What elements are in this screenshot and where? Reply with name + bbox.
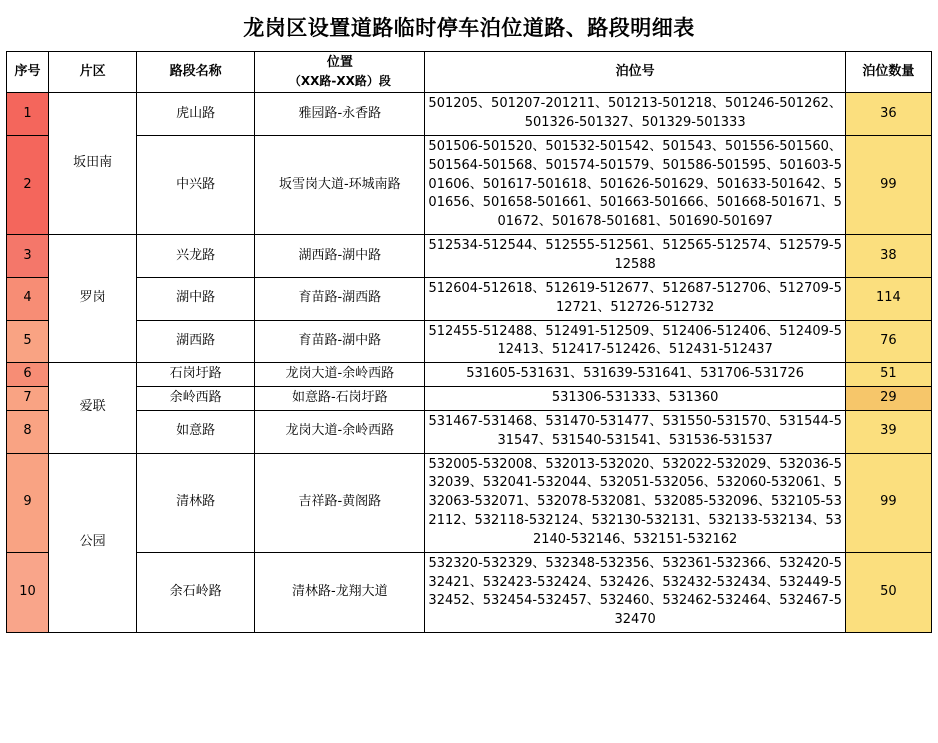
cell-seq: 3 bbox=[7, 235, 49, 278]
cell-berth-ids: 512604-512618、512619-512677、512687-512706、512709-512721、512726-512732 bbox=[425, 277, 845, 320]
cell-road-name: 中兴路 bbox=[137, 135, 255, 234]
cell-position: 坂雪岗大道-环城南路 bbox=[255, 135, 425, 234]
cell-seq: 6 bbox=[7, 363, 49, 387]
cell-seq: 8 bbox=[7, 410, 49, 453]
cell-seq: 10 bbox=[7, 552, 49, 632]
cell-position: 龙岗大道-余岭西路 bbox=[255, 363, 425, 387]
column-header-berth-count: 泊位数量 bbox=[845, 52, 931, 93]
table-row bbox=[7, 387, 932, 411]
table-row bbox=[7, 135, 932, 234]
cell-berth-count: 99 bbox=[845, 135, 931, 234]
cell-seq: 2 bbox=[7, 135, 49, 234]
table-row bbox=[7, 320, 932, 363]
table-body bbox=[7, 93, 932, 633]
cell-position: 龙岗大道-余岭西路 bbox=[255, 410, 425, 453]
cell-berth-ids: 512455-512488、512491-512509、512406-512406、512409-512413、512417-512426、512431-512437 bbox=[425, 320, 845, 363]
table-row bbox=[7, 93, 932, 136]
cell-berth-count: 29 bbox=[845, 387, 931, 411]
cell-position: 育苗路-湖西路 bbox=[255, 277, 425, 320]
cell-berth-ids: 501506-501520、501532-501542、501543、501556-501560、501564-501568、501574-501579、501586-501595、501603-501606、501617-501618、501626-501629、501633-501642、501656、501658-501661、501663-501666、501668-501671、501672、501678-501681、501690-501697 bbox=[425, 135, 845, 234]
table-header-row bbox=[7, 52, 932, 93]
cell-berth-ids: 512534-512544、512555-512561、512565-512574、512579-512588 bbox=[425, 235, 845, 278]
column-header-area: 片区 bbox=[49, 52, 137, 93]
cell-area: 罗岗 bbox=[49, 235, 137, 363]
cell-berth-ids: 531467-531468、531470-531477、531550-531570、531544-531547、531540-531541、531536-531537 bbox=[425, 410, 845, 453]
table-header bbox=[7, 52, 932, 93]
cell-road-name: 湖西路 bbox=[137, 320, 255, 363]
cell-seq: 5 bbox=[7, 320, 49, 363]
cell-area: 坂田南 bbox=[49, 93, 137, 235]
column-header-road-name: 路段名称 bbox=[137, 52, 255, 93]
cell-area: 爱联 bbox=[49, 363, 137, 453]
column-header-berth-ids: 泊位号 bbox=[425, 52, 845, 93]
cell-seq: 7 bbox=[7, 387, 49, 411]
cell-road-name: 余岭西路 bbox=[137, 387, 255, 411]
page-title: 龙岗区设置道路临时停车泊位道路、路段明细表 bbox=[243, 16, 695, 40]
cell-berth-count: 76 bbox=[845, 320, 931, 363]
cell-seq: 9 bbox=[7, 453, 49, 552]
table-row bbox=[7, 410, 932, 453]
column-header-position-line2: （XX路-XX路）段 bbox=[288, 73, 391, 88]
cell-road-name: 石岗圩路 bbox=[137, 363, 255, 387]
cell-berth-count: 114 bbox=[845, 277, 931, 320]
cell-berth-count: 38 bbox=[845, 235, 931, 278]
cell-seq: 1 bbox=[7, 93, 49, 136]
cell-road-name: 湖中路 bbox=[137, 277, 255, 320]
cell-berth-count: 39 bbox=[845, 410, 931, 453]
cell-position: 湖西路-湖中路 bbox=[255, 235, 425, 278]
column-header-position-line1: 位置 bbox=[326, 55, 353, 70]
cell-position: 如意路-石岗圩路 bbox=[255, 387, 425, 411]
cell-position: 雅园路-永香路 bbox=[255, 93, 425, 136]
parking-berth-table bbox=[6, 51, 932, 633]
cell-position: 育苗路-湖中路 bbox=[255, 320, 425, 363]
cell-berth-count: 50 bbox=[845, 552, 931, 632]
cell-berth-count: 99 bbox=[845, 453, 931, 552]
table-row bbox=[7, 453, 932, 552]
table-row bbox=[7, 363, 932, 387]
cell-road-name: 余石岭路 bbox=[137, 552, 255, 632]
cell-berth-count: 51 bbox=[845, 363, 931, 387]
cell-seq: 4 bbox=[7, 277, 49, 320]
cell-road-name: 如意路 bbox=[137, 410, 255, 453]
table-row bbox=[7, 552, 932, 632]
column-header-position bbox=[255, 52, 425, 93]
cell-road-name: 虎山路 bbox=[137, 93, 255, 136]
cell-position: 吉祥路-黄阁路 bbox=[255, 453, 425, 552]
cell-road-name: 清林路 bbox=[137, 453, 255, 552]
cell-area: 公园 bbox=[49, 453, 137, 633]
cell-berth-ids: 532320-532329、532348-532356、532361-532366、532420-532421、532423-532424、532426、532432-532434、532449-532452、532454-532457、532460、532462-532464、532467-532470 bbox=[425, 552, 845, 632]
table-row bbox=[7, 235, 932, 278]
cell-berth-count: 36 bbox=[845, 93, 931, 136]
cell-berth-ids: 531306-531333、531360 bbox=[425, 387, 845, 411]
table-row bbox=[7, 277, 932, 320]
cell-position: 清林路-龙翔大道 bbox=[255, 552, 425, 632]
cell-berth-ids: 501205、501207-201211、501213-501218、501246-501262、501326-501327、501329-501333 bbox=[425, 93, 845, 136]
column-header-seq: 序号 bbox=[7, 52, 49, 93]
cell-road-name: 兴龙路 bbox=[137, 235, 255, 278]
cell-berth-ids: 532005-532008、532013-532020、532022-532029、532036-532039、532041-532044、532051-532056、532060-532061、532063-532071、532078-532081、532085-532096、532105-532112、532118-532124、532130-532131、532133-532134、532140-532146、532151-532162 bbox=[425, 453, 845, 552]
cell-berth-ids: 531605-531631、531639-531641、531706-531726 bbox=[425, 363, 845, 387]
